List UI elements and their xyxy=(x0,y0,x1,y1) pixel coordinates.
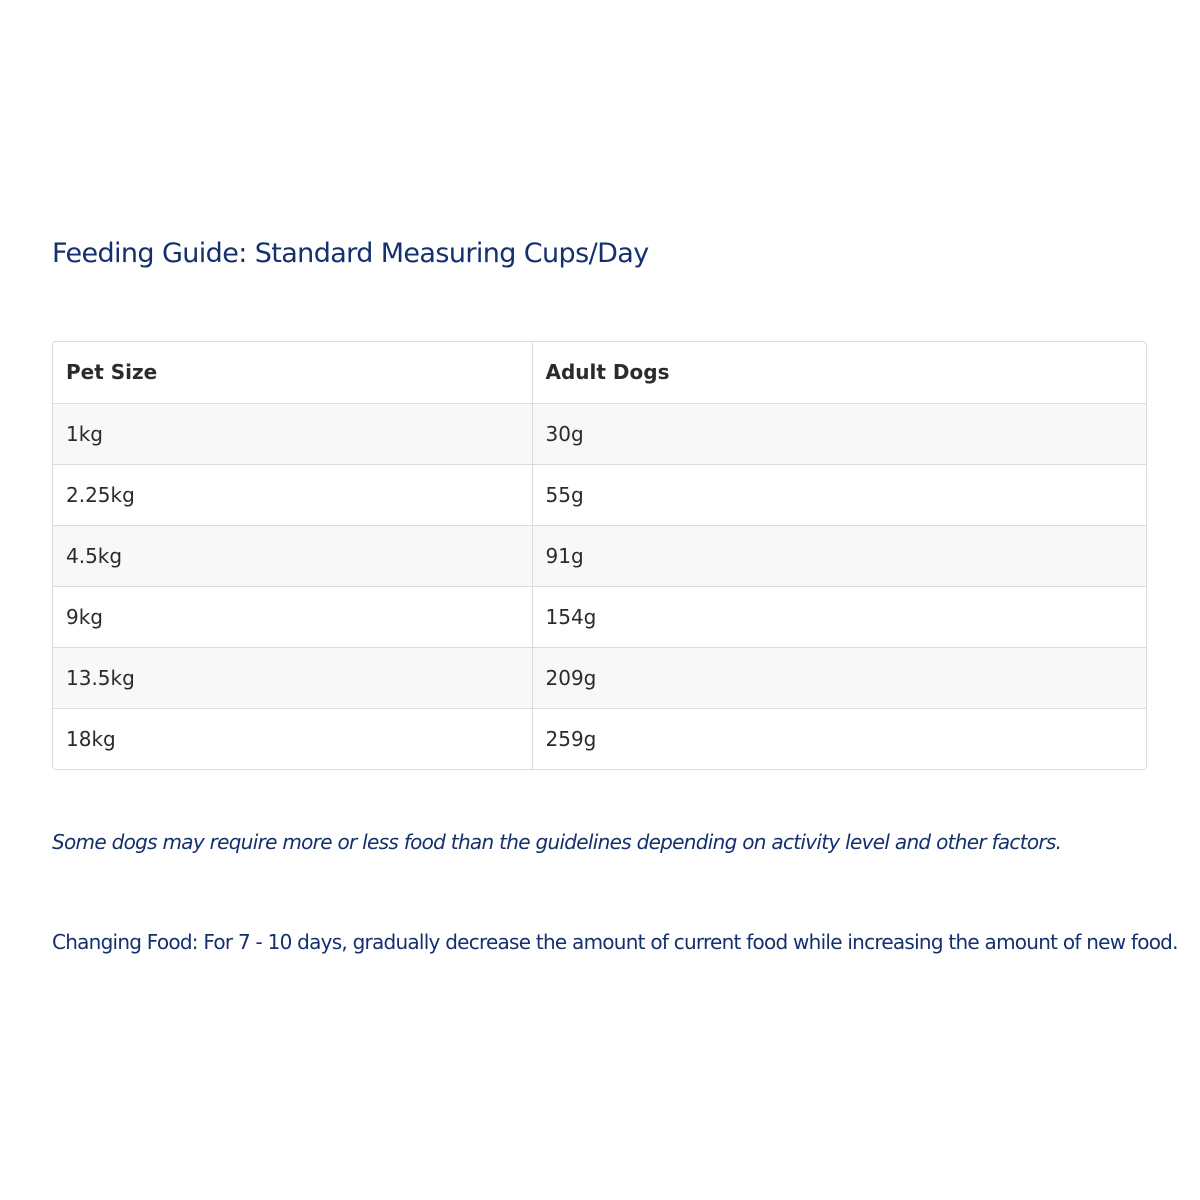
pet-size-cell: 13.5kg xyxy=(53,647,532,708)
table-row xyxy=(53,464,1146,525)
table-header-row xyxy=(53,342,1146,403)
page-title: Feeding Guide: Standard Measuring Cups/Day xyxy=(52,238,649,269)
column-header-adult-dogs: Adult Dogs xyxy=(532,342,1146,403)
table-row xyxy=(53,525,1146,586)
amount-cell: 259g xyxy=(532,708,1146,769)
pet-size-cell: 2.25kg xyxy=(53,464,532,525)
table-row xyxy=(53,586,1146,647)
table-row xyxy=(53,647,1146,708)
amount-cell: 30g xyxy=(532,403,1146,464)
pet-size-cell: 1kg xyxy=(53,403,532,464)
table-row xyxy=(53,403,1146,464)
feeding-note: Some dogs may require more or less food than the guidelines depending on activity level and other factors. xyxy=(52,830,1062,854)
amount-cell: 154g xyxy=(532,586,1146,647)
changing-food-text: Changing Food: For 7 - 10 days, gradually decrease the amount of current food while increasing the amount of new food. xyxy=(52,930,1178,954)
pet-size-cell: 4.5kg xyxy=(53,525,532,586)
amount-cell: 209g xyxy=(532,647,1146,708)
pet-size-cell: 18kg xyxy=(53,708,532,769)
column-header-pet-size: Pet Size xyxy=(53,342,532,403)
table-row xyxy=(53,708,1146,769)
feeding-table-container xyxy=(52,341,1147,770)
pet-size-cell: 9kg xyxy=(53,586,532,647)
feeding-table xyxy=(53,342,1146,769)
amount-cell: 91g xyxy=(532,525,1146,586)
amount-cell: 55g xyxy=(532,464,1146,525)
